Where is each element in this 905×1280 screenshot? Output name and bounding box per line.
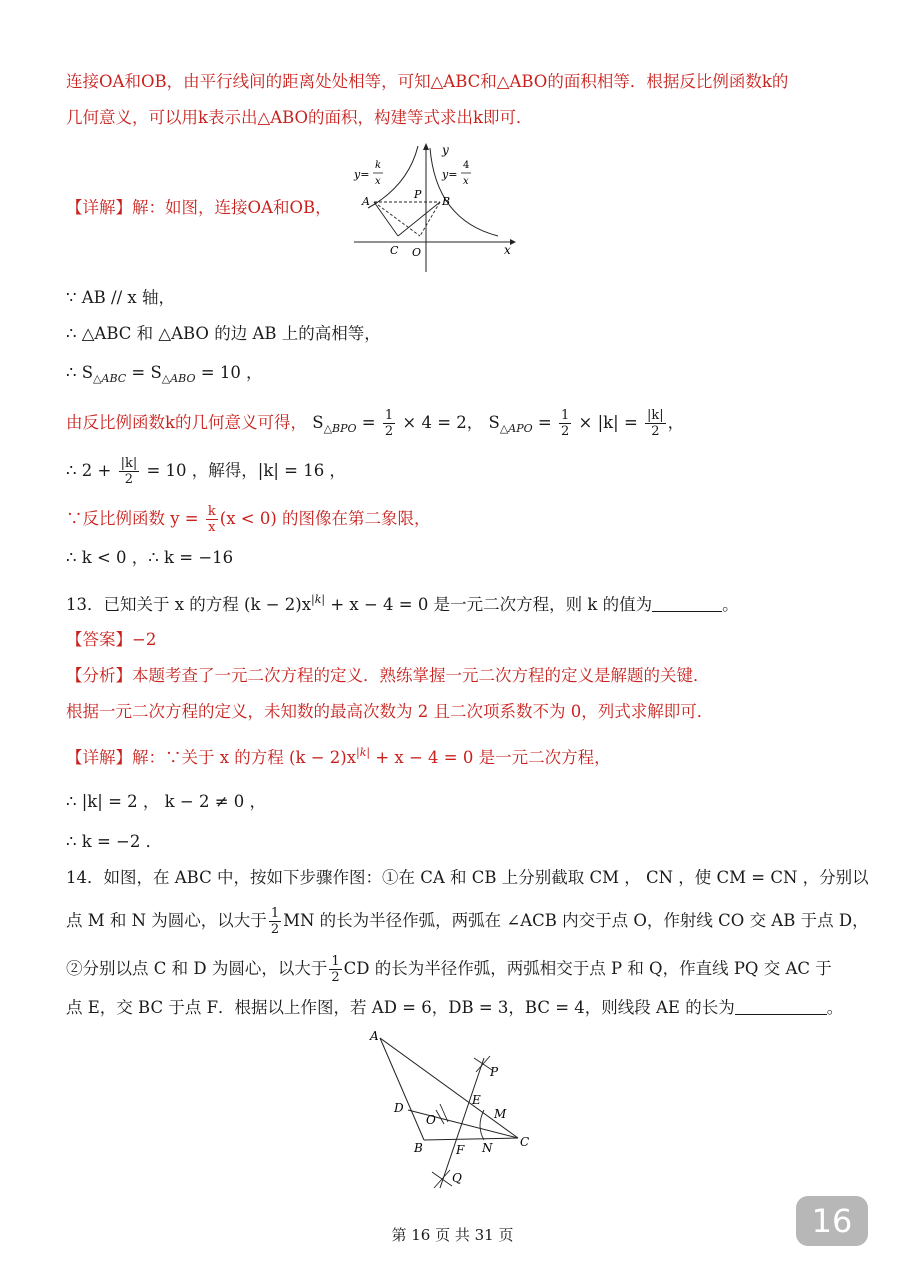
eq-part: = S xyxy=(126,363,162,382)
detail-tag: 【详解】 xyxy=(66,198,132,217)
point-B-label: B xyxy=(442,195,451,208)
q-text: 。 xyxy=(722,595,739,614)
point-N-label: N xyxy=(482,1141,493,1155)
point-Q-label: Q xyxy=(452,1171,462,1185)
func-left-numerator: k xyxy=(375,160,382,171)
eq-part: × |k| = xyxy=(573,413,644,432)
eq-part: × 4 = 2， xyxy=(397,413,484,432)
q-sup: |k| xyxy=(311,593,326,606)
eq-sub: △APO xyxy=(499,422,533,435)
q-text: 点 M 和 N 为圆心，以大于 xyxy=(66,911,267,930)
detail-sup: |k| xyxy=(356,746,371,759)
func-right-label: y= xyxy=(442,168,458,181)
fraction: $\frac{1}{2}$ xyxy=(331,954,340,985)
eq-sub: △ABC xyxy=(93,372,127,385)
eq-sub: △BPO xyxy=(323,422,357,435)
eq-part: S xyxy=(312,413,324,432)
equal-heights: ∴ △ABC 和 △ABO 的边 AB 上的高相等， xyxy=(66,324,381,343)
y-axis-label: y xyxy=(442,143,449,157)
arc-mark-P-2 xyxy=(476,1056,490,1072)
point-A-label: A xyxy=(362,195,370,208)
answer-blank xyxy=(735,998,827,1015)
func-right-denominator: x xyxy=(463,176,469,187)
point-D-label: D xyxy=(394,1101,404,1115)
page-number-badge: 16 xyxy=(796,1196,868,1246)
point-M-label: M xyxy=(494,1107,507,1121)
point-O-label: O xyxy=(412,246,422,259)
question-14-line-3 xyxy=(66,954,832,985)
func-left-label: y= xyxy=(354,168,370,181)
answer-tag: 【答案】 xyxy=(66,630,132,649)
point-F-label: F xyxy=(456,1143,465,1157)
analysis-line-1: 连接OA和OB，由平行线间的距离处处相等，可知△ABC和△ABO的面积相等．根据反比例函数k的 xyxy=(66,72,789,91)
hyperbola-figure xyxy=(346,140,526,275)
segment-AC xyxy=(374,202,398,236)
detail-text: + x − 4 = 0 是一元二次方程， xyxy=(370,748,611,767)
detail-text: 解：∵关于 x 的方程 (k − 2)x xyxy=(132,748,357,767)
eq-part: = 10 ， xyxy=(195,363,263,382)
func-right-numerator: 4 xyxy=(463,160,470,171)
detail-text: 解：如图，连接OA和OB， xyxy=(132,198,332,217)
segment-BO xyxy=(420,202,440,236)
side-BC xyxy=(424,1138,518,1140)
page-footer: 第 16 页 共 31 页 xyxy=(391,1226,514,1244)
eq-part: ∴ 2 + xyxy=(66,461,117,480)
point-P-label: P xyxy=(490,1065,499,1079)
point-C-label: C xyxy=(520,1135,530,1149)
point-A-label: A xyxy=(370,1029,379,1043)
q-text: + x − 4 = 0 是一元二次方程，则 k 的值为 xyxy=(325,595,653,614)
eq-part: S xyxy=(488,413,500,432)
detail-13-line-1 xyxy=(66,741,611,770)
equal-areas xyxy=(66,361,263,391)
answer-value: −2 xyxy=(132,630,157,649)
side-AB xyxy=(380,1038,424,1140)
conclusion-k: ∴ k < 0 ，∴ k = −16 xyxy=(66,548,234,567)
solve-line xyxy=(66,456,346,487)
analysis-13-line-2: 根据一元二次方程的定义，未知数的最高次数为 2 且二次项系数不为 0，列式求解即可． xyxy=(66,702,714,721)
x-axis-label: x xyxy=(504,243,511,257)
segment-BC xyxy=(398,202,440,236)
point-B-label: B xyxy=(414,1141,423,1155)
fraction: $\frac{k}{x}$ xyxy=(207,504,216,535)
triangle-construction-figure xyxy=(366,1026,546,1196)
detail-13-line-2: ∴ |k| = 2 ， k − 2 ≠ 0 ， xyxy=(66,792,267,811)
point-P-label: P xyxy=(414,188,422,201)
question-13 xyxy=(66,588,739,617)
eq-part: = xyxy=(532,413,557,432)
q-text: MN 的长为半径作弧，两弧在 ∠ACB 内交于点 O，作射线 CO 交 AB 于点 D， xyxy=(283,911,869,930)
answer-line xyxy=(66,628,156,652)
point-E-label: E xyxy=(472,1093,481,1107)
side-AC xyxy=(380,1038,518,1138)
detail-13-line-3: ∴ k = −2 ． xyxy=(66,832,163,851)
fraction: $\frac{|k|}{2}$ xyxy=(647,408,664,439)
eq-part: = 10 ，解得，|k| = 16 ， xyxy=(141,461,346,480)
q-text: 。 xyxy=(826,998,844,1017)
geo-text: 由反比例函数k的几何意义可得， xyxy=(66,413,307,432)
eq-part: ∴ S xyxy=(66,363,94,382)
x-axis-arrow xyxy=(510,239,516,245)
detail-tag: 【详解】 xyxy=(66,748,132,767)
point-O-label: O xyxy=(426,1113,436,1127)
eq-part: ， xyxy=(667,413,685,432)
geometric-meaning-line xyxy=(66,408,684,441)
eq-part: ∵反比例函数 y = xyxy=(66,509,204,528)
because-parallel: ∵ AB // x 轴， xyxy=(66,288,175,307)
analysis-text: 本题考查了一元二次方程的定义．熟练掌握一元二次方程的定义是解题的关键． xyxy=(132,666,710,685)
point-C-label: C xyxy=(390,244,399,257)
question-14-line-1: 14．如图，在 ABC 中，按如下步骤作图：①在 CA 和 CB 上分别截取 CM ， CN ，使 CM = CN ，分别以 xyxy=(66,868,869,887)
fraction: $\frac{1}{2}$ xyxy=(384,408,394,439)
fraction: $\frac{1}{2}$ xyxy=(561,408,570,439)
analysis-line-2: 几何意义，可以用k表示出△ABO的面积，构建等式求出k即可． xyxy=(66,108,533,127)
eq-sub: △ABO xyxy=(161,372,196,385)
y-axis-arrow xyxy=(423,143,429,150)
q-text: 点 E，交 BC 于点 F．根据以上作图，若 AD = 6，DB = 3，BC = 4，则线段 AE 的长为 xyxy=(66,998,735,1017)
arc-mark-Q-2 xyxy=(434,1170,450,1188)
analysis-tag: 【分析】 xyxy=(66,666,132,685)
question-14-line-2 xyxy=(66,906,869,937)
fraction: $\frac{|k|}{2}$ xyxy=(120,456,138,487)
answer-blank xyxy=(652,595,722,612)
eq-part: = xyxy=(356,413,381,432)
func-left-denominator: x xyxy=(375,176,381,187)
eq-part: (x < 0) 的图像在第二象限， xyxy=(219,509,431,528)
arc-MN xyxy=(480,1110,484,1140)
quadrant-line xyxy=(66,504,431,535)
q-text: ②分别以点 C 和 D 为圆心，以大于 xyxy=(66,959,328,978)
q-text: CD 的长为半径作弧，两弧相交于点 P 和 Q，作直线 PQ 交 AC 于 xyxy=(343,959,832,978)
analysis-13-line-1 xyxy=(66,664,710,688)
fraction: $\frac{1}{2}$ xyxy=(270,906,280,937)
segment-AO xyxy=(374,202,420,236)
detail-1-line xyxy=(66,196,332,220)
question-14-line-4 xyxy=(66,996,843,1020)
line-PQ xyxy=(440,1058,484,1188)
q-text: 13．已知关于 x 的方程 (k − 2)x xyxy=(66,595,312,614)
